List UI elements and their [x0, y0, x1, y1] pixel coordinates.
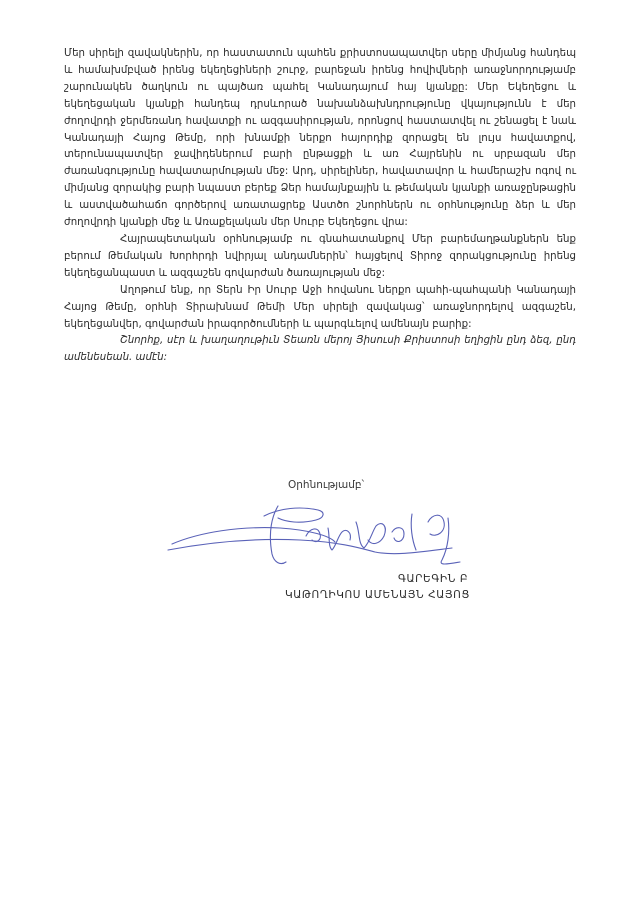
letter-paragraph-2: Հայրապետական օրհնությամբ ու գնահատանքով Մեր բարեմաղթանքներն ենք բերում Թեմական Խորհրդի նվիրյալ անդամներին՝ հայցելով Տիրոջ զորակցությունը իրենց եկեղեցանպաստ և ազգաշեն գովարժան ծառայության մեջ:: [64, 233, 576, 279]
letter-paragraph-1: Մեր սիրելի զավակներին, որ հաստատուն պահեն քրիստոսապատվեր սերը միմյանց հանդեպ և համախմբված իրենց եկեղեցիների շուրջ, բարեջան իրենց հովիվների առաջնորդությամբ շարունակեն ծաղկուն ու պայծառ պահել Կանադայում հայ կյանքը: Մեր Եկեղեցու և եկեղեցական կյանքի հանդեպ դրսևորած նախանձախնդրությունը վկայությունն է մեր ժողովրդի ջերմեռանդ հավատքի ու ազգասիրության, որոնցով հաստատվել ու շենացել է նաև Կանադայի Հայոց Թեմը, որի խնամքի ներքո հայորդիք զորացել են լույս հավատքով, տերունապատվեր ջավիդեներում բարի ընթացքի և առ Հայրենին ու սրբազան մեր ժառանգությունը հավատարմության մեջ: Արդ, սիրելիներ, հավատավոր և համերաշխ ոգով ու միմյանց զորակից բարի նպաստ բերեք Ձեր համայնքային և թեմական կյանքի առաջընթացին և աստվածահաճո գործերով առատացրեք Աստծո շնորհներն ու օրհնությունը ձեր և մեր ժողովրդի կյանքի մեջ և Առաքելական մեր Սուրբ Եկեղեցու վրա:: [64, 48, 576, 229]
signer-name: ԳԱՐԵԳԻՆ Բ: [398, 573, 469, 585]
letter-paragraph-3: Աղոթում ենք, որ Տերն Իր Սուրբ Աջի հովանու ներքո պահի-պահպանի Կանադայի Հայոց Թեմը, օրհնի Տիրախնամ Թեմի Մեր սիրելի զավակաց՝ առաջնորդելով ազգաշեն, եկեղեցանվեր, գովարժան իրագործումների և պարգևելով ամենայն բարիք:: [64, 284, 576, 330]
signer-title: ԿԱԹՈՂԻԿՈՍ ԱՄԵՆԱՅՆ ՀԱՅՈՑ: [285, 589, 470, 601]
letter-paragraph-4: Շնորհք, սէր և խաղաղութիւն Տեառն մերոյ Յիսուսի Քրիստոսի եղիցին ընդ ձեզ, ընդ ամենեսեան. ամէն:: [64, 335, 576, 364]
closing-blessing: Օրհնությամբ՝: [288, 479, 365, 491]
handwritten-signature: [160, 492, 470, 574]
